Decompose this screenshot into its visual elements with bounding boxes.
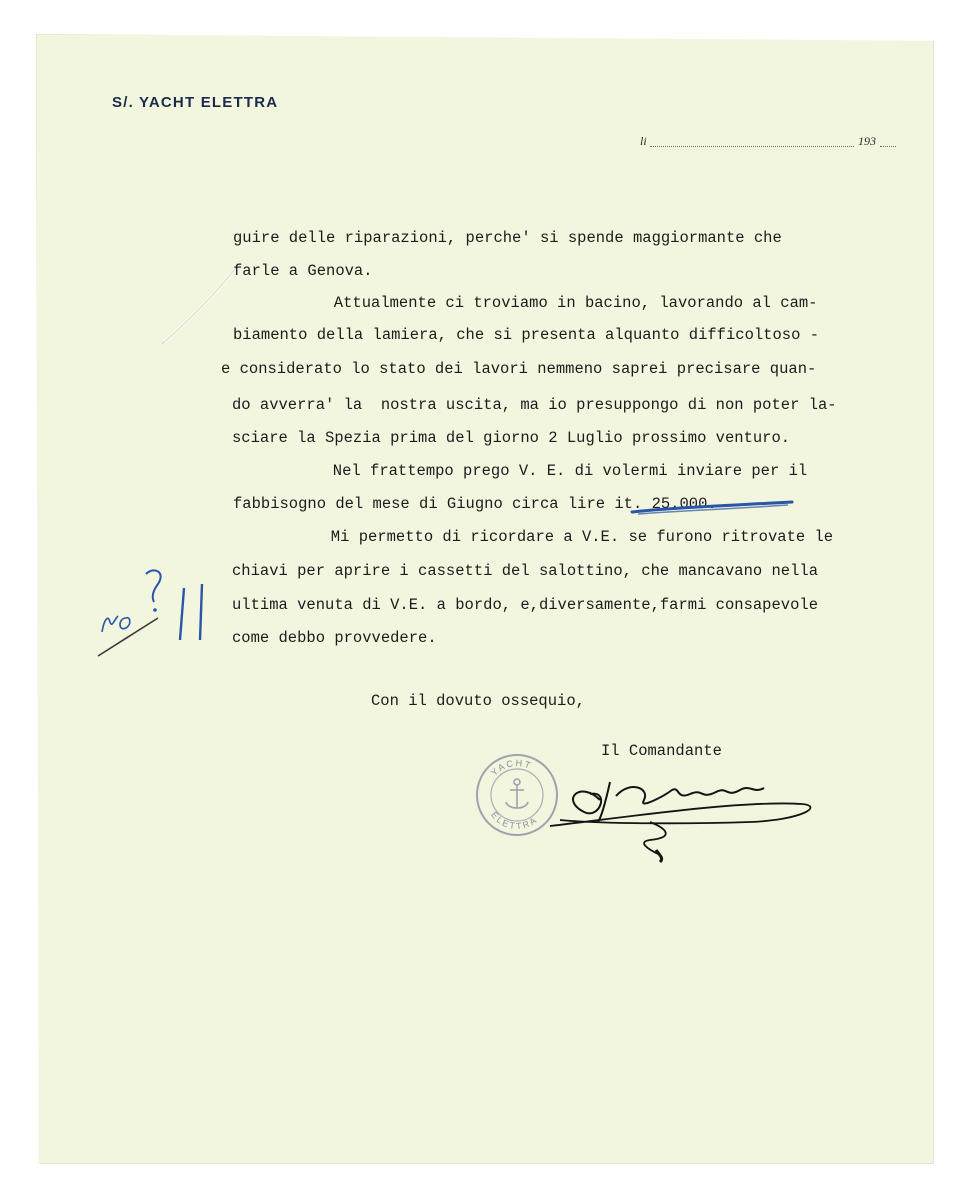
body-line: Attualmente ci troviamo in bacino, lavorando al cam- [278,294,818,312]
amount-underline-mark [628,498,796,518]
body-line: Nel frattempo prego V. E. di volermi inviare per il [277,462,808,480]
date-year: 193 [858,134,876,148]
body-line: farle a Genova. [233,262,373,280]
stamp-bottom-text: ELETTRA [489,809,540,832]
body-line: chiavi per aprire i cassetti del salottino, che mancavano nella [232,562,818,580]
body-line: come debbo provvedere. [232,629,437,647]
body-line: Mi permetto di ricordare a V.E. se furono ritrovate le [275,528,834,546]
signatory-title: Il Comandante [601,742,722,760]
commander-signature [540,760,820,870]
body-line: guire delle riparazioni, perche' si spende maggiormante che [233,229,782,247]
body-line: do avverra' la nostra uscita, ma io presuppongo di non poter la- [232,396,837,414]
body-line: e considerato lo stato dei lavori nemmeno saprei precisare quan- [221,360,817,378]
anchor-icon [506,779,528,808]
letterhead: S/. YACHT ELETTRA [112,94,279,111]
handwritten-margin-note [88,562,228,662]
body-line: sciare la Spezia prima del giorno 2 Luglio prossimo venturo. [232,429,791,447]
stamp-top-text: YACHT [489,757,534,778]
body-line: fabbisogno del mese di Giugno circa lire it. 25.000. [233,495,717,513]
body-line: biamento della lamiera, che si presenta alquanto difficoltoso - [233,326,819,344]
closing-salutation: Con il dovuto ossequio, [371,692,585,710]
date-prefix: li [640,134,647,148]
body-line: ultima venuta di V.E. a bordo, e,diversamente,farmi consapevole [232,596,818,614]
